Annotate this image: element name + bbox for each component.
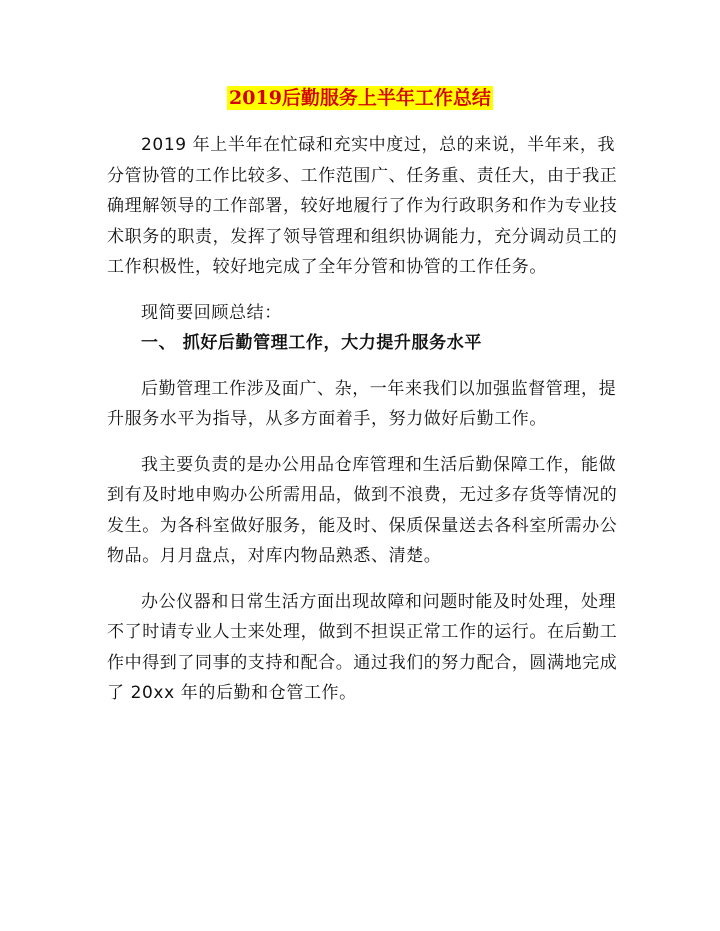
paragraph-intro: 2019 年上半年在忙碌和充实中度过，总的来说，半年来，我分管协管的工作比较多、工作范围广、任务重、责任大，由于我正确理解领导的工作部署，较好地履行了作为行政职务和作为专业技术职务的职责，发挥了领导管理和组织协调能力，充分调动员工的工作积极性，较好地完成了全年分管和协管的工作任务。: [107, 135, 618, 277]
paragraph-equipment-maintenance: 办公仪器和日常生活方面出现故障和问题时能及时处理，处理不了时请专业人士来处理，做到不担误正常工作的运行。在后勤工作中得到了同事的支持和配合。通过我们的努力配合，圆满地完成了 20xx 年的后勤和仓管工作。: [107, 591, 618, 703]
section-heading: 一、 抓好后勤管理工作，大力提升服务水平: [141, 333, 482, 353]
paragraph-review-lead: 现简要回顾总结：: [141, 302, 282, 323]
document-body: [107, 130, 619, 709]
paragraph-office-supplies: 我主要负责的是办公用品仓库管理和生活后勤保障工作，能做到有及时地申购办公所需用品，做到不浪费，无过多存货等情况的发生。为各科室做好服务，能及时、保质保量送去各科室所需办公物品。月月盘点，对库内物品熟悉、清楚。: [107, 454, 618, 566]
title-row: [0, 86, 720, 110]
paragraph-logistics-management: 后勤管理工作涉及面广、杂，一年来我们以加强监督管理，提升服务水平为指导，从多方面着手，努力做好后勤工作。: [107, 378, 617, 429]
document-title: 2019后勤服务上半年工作总结: [229, 87, 491, 109]
